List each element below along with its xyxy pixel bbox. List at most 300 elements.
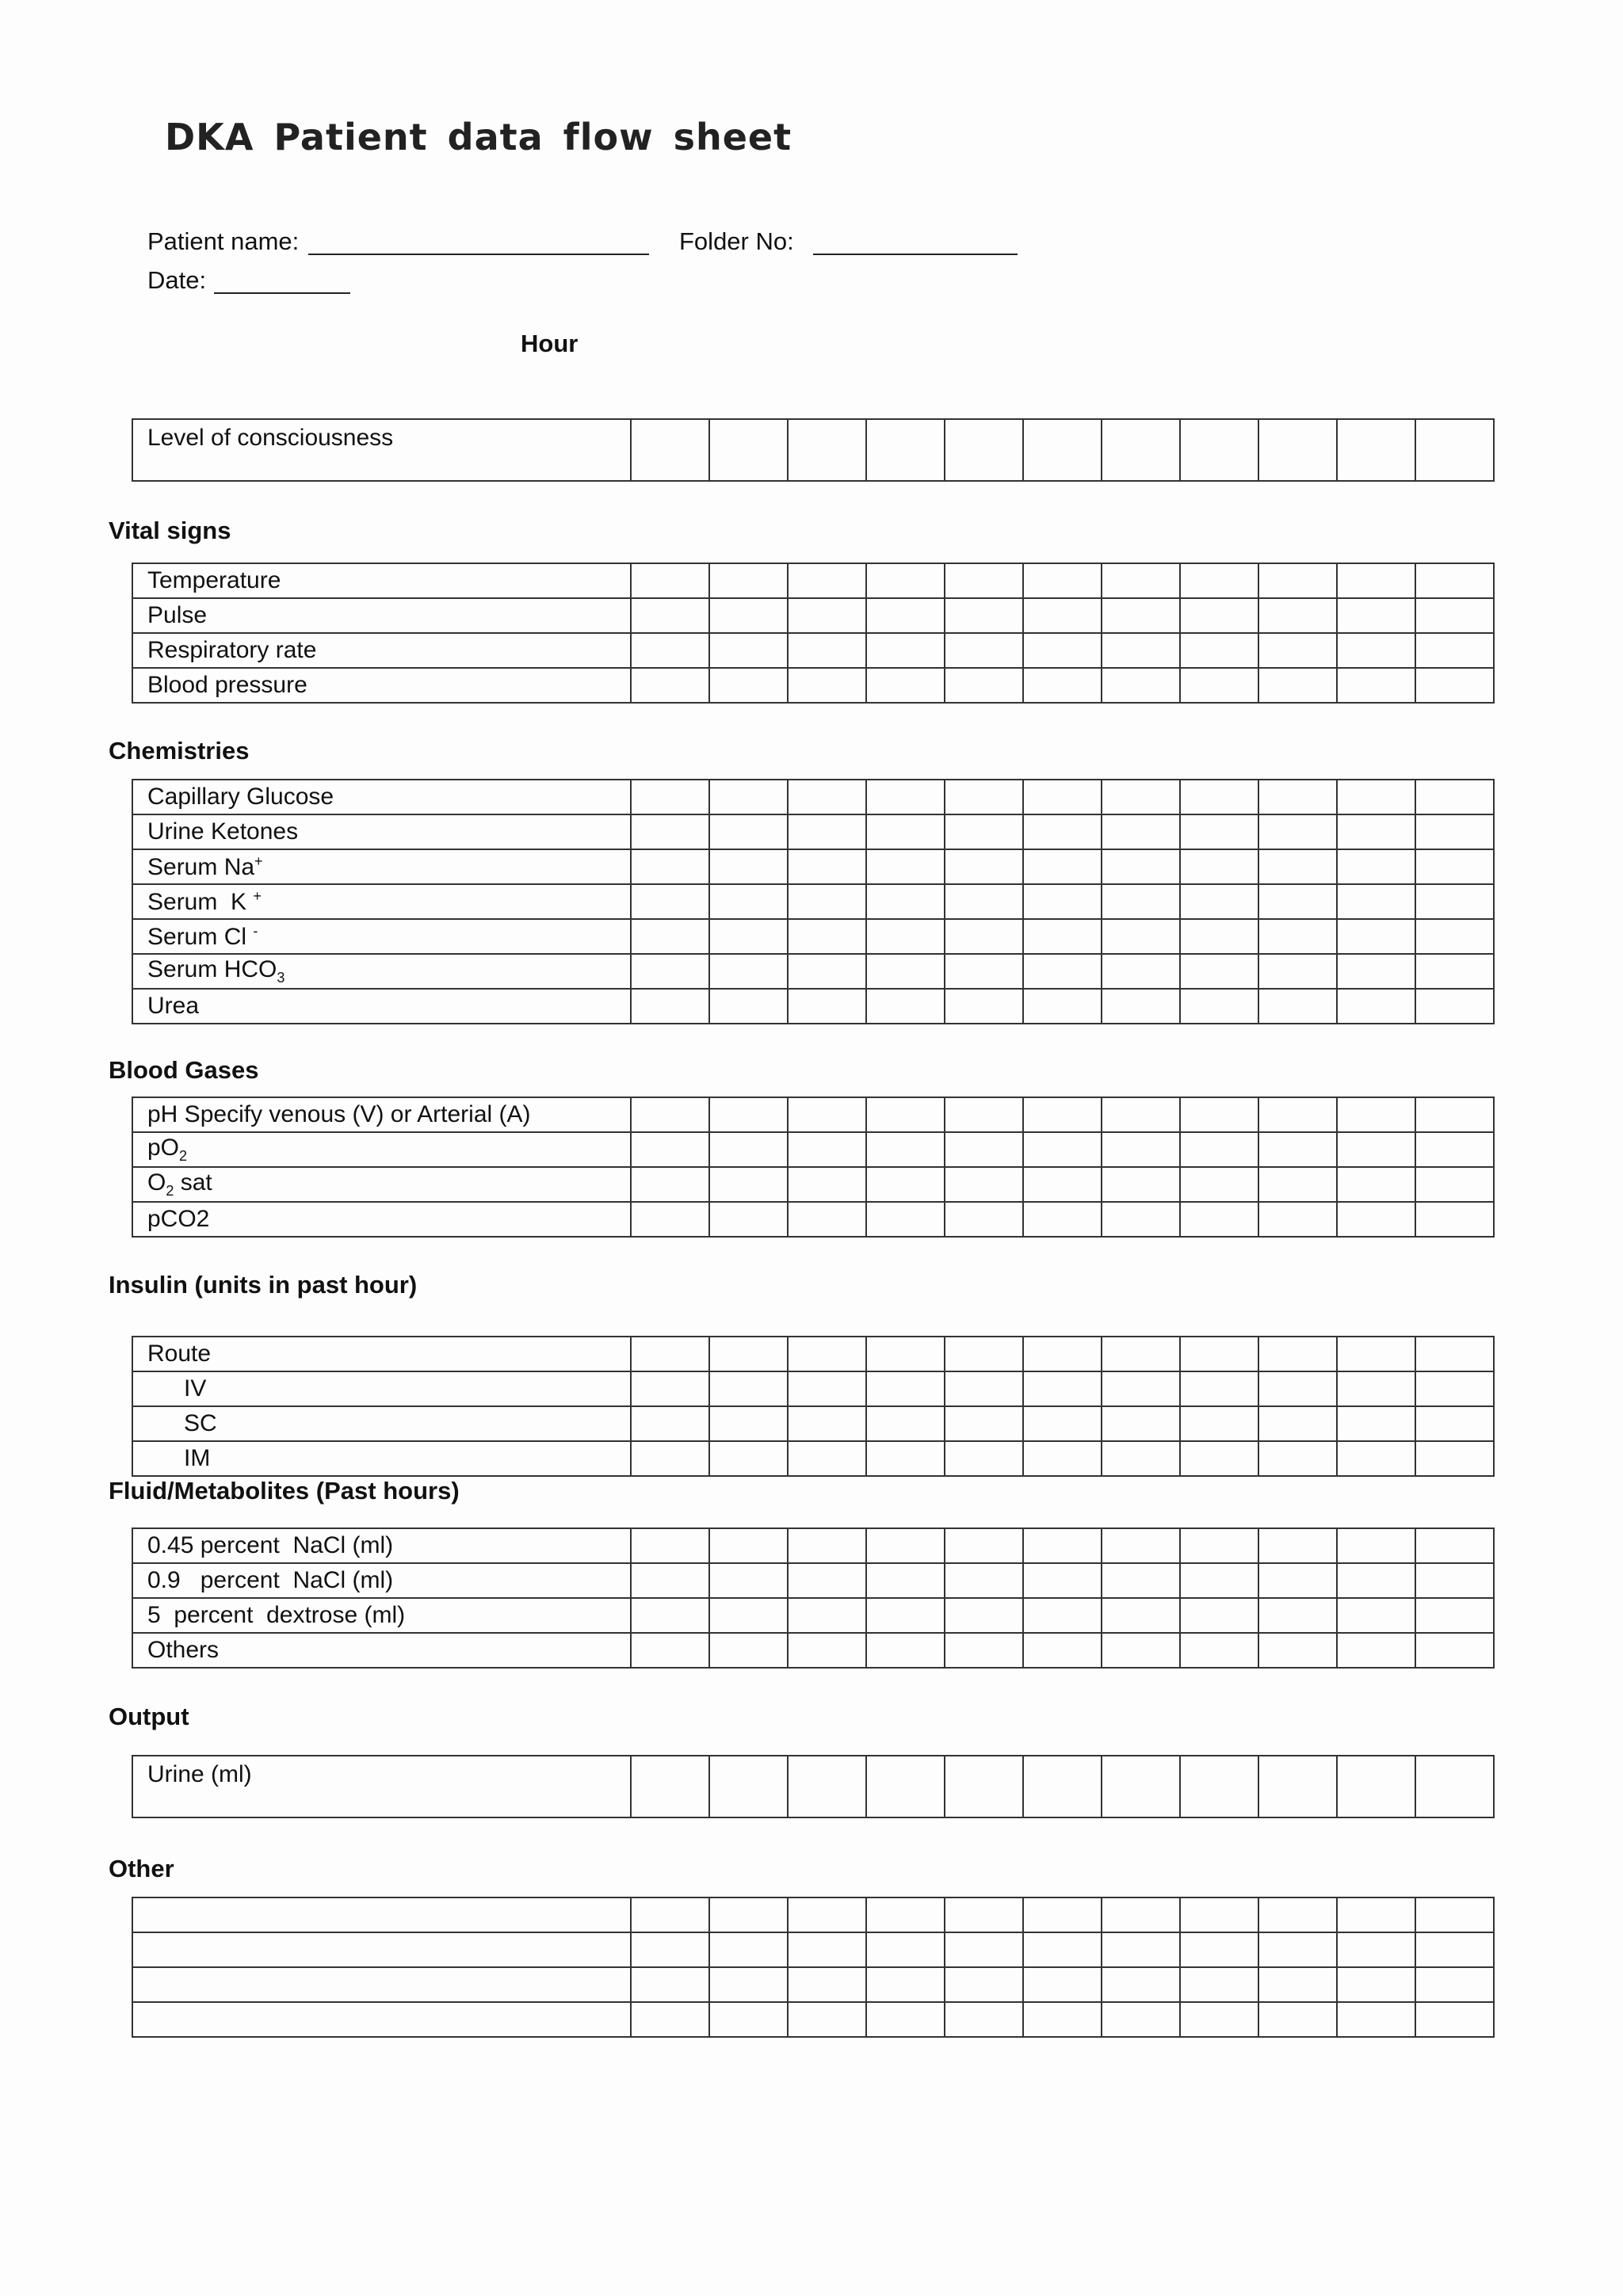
hour-cell[interactable]	[631, 1897, 709, 1932]
hour-cell[interactable]	[788, 1337, 866, 1371]
hour-cell[interactable]	[1337, 1563, 1415, 1598]
row-label-blank[interactable]	[132, 1897, 631, 1932]
hour-cell[interactable]	[1258, 814, 1337, 849]
hour-cell[interactable]	[945, 989, 1023, 1024]
hour-cell[interactable]	[788, 814, 866, 849]
hour-cell[interactable]	[1337, 1441, 1415, 1476]
hour-cell[interactable]	[945, 1371, 1023, 1406]
hour-cell[interactable]	[1337, 563, 1415, 598]
hour-cell[interactable]	[788, 598, 866, 633]
hour-cell[interactable]	[1102, 780, 1180, 814]
hour-cell[interactable]	[1337, 1337, 1415, 1371]
hour-cell[interactable]	[788, 1441, 866, 1476]
hour-cell[interactable]	[1258, 563, 1337, 598]
hour-cell[interactable]	[709, 419, 788, 481]
hour-cell[interactable]	[1415, 884, 1494, 919]
hour-cell[interactable]	[1180, 1756, 1258, 1817]
hour-cell[interactable]	[1023, 598, 1102, 633]
hour-cell[interactable]	[788, 989, 866, 1024]
hour-cell[interactable]	[945, 1932, 1023, 1967]
hour-cell[interactable]	[1415, 954, 1494, 989]
hour-cell[interactable]	[1337, 1406, 1415, 1441]
hour-cell[interactable]	[866, 1132, 945, 1167]
hour-cell[interactable]	[709, 598, 788, 633]
hour-cell[interactable]	[788, 1932, 866, 1967]
hour-cell[interactable]	[1337, 1528, 1415, 1563]
hour-cell[interactable]	[1337, 1633, 1415, 1668]
hour-cell[interactable]	[945, 668, 1023, 703]
hour-cell[interactable]	[788, 1371, 866, 1406]
hour-cell[interactable]	[1258, 1528, 1337, 1563]
hour-cell[interactable]	[1023, 989, 1102, 1024]
hour-cell[interactable]	[945, 419, 1023, 481]
hour-cell[interactable]	[788, 1598, 866, 1633]
hour-cell[interactable]	[631, 1756, 709, 1817]
hour-cell[interactable]	[1337, 1967, 1415, 2002]
hour-cell[interactable]	[1337, 814, 1415, 849]
hour-cell[interactable]	[709, 1756, 788, 1817]
hour-cell[interactable]	[631, 954, 709, 989]
hour-cell[interactable]	[788, 849, 866, 884]
hour-cell[interactable]	[1258, 1967, 1337, 2002]
hour-cell[interactable]	[945, 1967, 1023, 2002]
hour-cell[interactable]	[1180, 954, 1258, 989]
hour-cell[interactable]	[945, 633, 1023, 668]
hour-cell[interactable]	[1415, 668, 1494, 703]
hour-cell[interactable]	[1023, 780, 1102, 814]
hour-cell[interactable]	[1258, 1097, 1337, 1132]
hour-cell[interactable]	[1415, 1756, 1494, 1817]
hour-cell[interactable]	[631, 1528, 709, 1563]
hour-cell[interactable]	[709, 2002, 788, 2037]
hour-cell[interactable]	[1258, 1406, 1337, 1441]
hour-cell[interactable]	[709, 1633, 788, 1668]
hour-cell[interactable]	[788, 1633, 866, 1668]
hour-cell[interactable]	[1415, 1441, 1494, 1476]
hour-cell[interactable]	[945, 814, 1023, 849]
hour-cell[interactable]	[1102, 1528, 1180, 1563]
hour-cell[interactable]	[1258, 1932, 1337, 1967]
hour-cell[interactable]	[1180, 1897, 1258, 1932]
hour-cell[interactable]	[1180, 1563, 1258, 1598]
hour-cell[interactable]	[1337, 780, 1415, 814]
hour-cell[interactable]	[1023, 419, 1102, 481]
hour-cell[interactable]	[866, 1097, 945, 1132]
hour-cell[interactable]	[709, 954, 788, 989]
hour-cell[interactable]	[866, 814, 945, 849]
hour-cell[interactable]	[866, 1371, 945, 1406]
hour-cell[interactable]	[631, 633, 709, 668]
hour-cell[interactable]	[1023, 1633, 1102, 1668]
hour-cell[interactable]	[788, 1097, 866, 1132]
hour-cell[interactable]	[1023, 2002, 1102, 2037]
hour-cell[interactable]	[1180, 1097, 1258, 1132]
hour-cell[interactable]	[1180, 814, 1258, 849]
hour-cell[interactable]	[866, 633, 945, 668]
hour-cell[interactable]	[709, 849, 788, 884]
hour-cell[interactable]	[1102, 1441, 1180, 1476]
hour-cell[interactable]	[1415, 1528, 1494, 1563]
hour-cell[interactable]	[1415, 1897, 1494, 1932]
hour-cell[interactable]	[1023, 1967, 1102, 2002]
hour-cell[interactable]	[631, 1633, 709, 1668]
hour-cell[interactable]	[631, 1132, 709, 1167]
hour-cell[interactable]	[1415, 419, 1494, 481]
hour-cell[interactable]	[1102, 954, 1180, 989]
hour-cell[interactable]	[1180, 633, 1258, 668]
hour-cell[interactable]	[631, 1337, 709, 1371]
hour-cell[interactable]	[866, 598, 945, 633]
hour-cell[interactable]	[1258, 419, 1337, 481]
hour-cell[interactable]	[1415, 1202, 1494, 1237]
hour-cell[interactable]	[1023, 563, 1102, 598]
row-label-blank[interactable]	[132, 1932, 631, 1967]
hour-cell[interactable]	[1102, 1406, 1180, 1441]
hour-cell[interactable]	[1258, 1337, 1337, 1371]
hour-cell[interactable]	[945, 2002, 1023, 2037]
hour-cell[interactable]	[1023, 884, 1102, 919]
hour-cell[interactable]	[945, 849, 1023, 884]
hour-cell[interactable]	[631, 1406, 709, 1441]
hour-cell[interactable]	[1023, 1441, 1102, 1476]
hour-cell[interactable]	[1415, 1371, 1494, 1406]
hour-cell[interactable]	[1023, 1371, 1102, 1406]
hour-cell[interactable]	[631, 419, 709, 481]
hour-cell[interactable]	[945, 1202, 1023, 1237]
hour-cell[interactable]	[631, 989, 709, 1024]
hour-cell[interactable]	[631, 780, 709, 814]
hour-cell[interactable]	[1415, 563, 1494, 598]
hour-cell[interactable]	[945, 954, 1023, 989]
hour-cell[interactable]	[631, 814, 709, 849]
hour-cell[interactable]	[945, 919, 1023, 954]
hour-cell[interactable]	[709, 1897, 788, 1932]
hour-cell[interactable]	[1258, 1897, 1337, 1932]
hour-cell[interactable]	[788, 1167, 866, 1202]
hour-cell[interactable]	[1258, 598, 1337, 633]
hour-cell[interactable]	[1258, 884, 1337, 919]
hour-cell[interactable]	[788, 884, 866, 919]
hour-cell[interactable]	[1258, 1563, 1337, 1598]
hour-cell[interactable]	[945, 1563, 1023, 1598]
hour-cell[interactable]	[1337, 1097, 1415, 1132]
hour-cell[interactable]	[1102, 1167, 1180, 1202]
hour-cell[interactable]	[1337, 1598, 1415, 1633]
hour-cell[interactable]	[709, 1132, 788, 1167]
hour-cell[interactable]	[1337, 419, 1415, 481]
hour-cell[interactable]	[631, 919, 709, 954]
hour-cell[interactable]	[709, 668, 788, 703]
hour-cell[interactable]	[631, 2002, 709, 2037]
hour-cell[interactable]	[866, 919, 945, 954]
hour-cell[interactable]	[1415, 1633, 1494, 1668]
hour-cell[interactable]	[945, 1132, 1023, 1167]
hour-cell[interactable]	[631, 598, 709, 633]
hour-cell[interactable]	[945, 563, 1023, 598]
hour-cell[interactable]	[709, 919, 788, 954]
hour-cell[interactable]	[709, 1967, 788, 2002]
hour-cell[interactable]	[1102, 668, 1180, 703]
hour-cell[interactable]	[631, 1932, 709, 1967]
hour-cell[interactable]	[866, 989, 945, 1024]
hour-cell[interactable]	[866, 1756, 945, 1817]
hour-cell[interactable]	[1180, 598, 1258, 633]
hour-cell[interactable]	[788, 1756, 866, 1817]
hour-cell[interactable]	[866, 668, 945, 703]
hour-cell[interactable]	[1180, 1337, 1258, 1371]
hour-cell[interactable]	[709, 814, 788, 849]
hour-cell[interactable]	[709, 1406, 788, 1441]
hour-cell[interactable]	[709, 1563, 788, 1598]
hour-cell[interactable]	[1102, 989, 1180, 1024]
hour-cell[interactable]	[1180, 1441, 1258, 1476]
hour-cell[interactable]	[1337, 1202, 1415, 1237]
hour-cell[interactable]	[1102, 1897, 1180, 1932]
hour-cell[interactable]	[1023, 954, 1102, 989]
hour-cell[interactable]	[1180, 849, 1258, 884]
hour-cell[interactable]	[631, 1598, 709, 1633]
hour-cell[interactable]	[1258, 849, 1337, 884]
hour-cell[interactable]	[1023, 1097, 1102, 1132]
hour-cell[interactable]	[945, 1633, 1023, 1668]
hour-cell[interactable]	[866, 849, 945, 884]
hour-cell[interactable]	[1102, 1967, 1180, 2002]
hour-cell[interactable]	[1258, 2002, 1337, 2037]
hour-cell[interactable]	[788, 1528, 866, 1563]
hour-cell[interactable]	[1258, 1441, 1337, 1476]
hour-cell[interactable]	[1258, 919, 1337, 954]
patient-name-field[interactable]	[308, 254, 649, 255]
hour-cell[interactable]	[1415, 2002, 1494, 2037]
hour-cell[interactable]	[1258, 1132, 1337, 1167]
hour-cell[interactable]	[1023, 1406, 1102, 1441]
hour-cell[interactable]	[1415, 849, 1494, 884]
hour-cell[interactable]	[631, 1167, 709, 1202]
hour-cell[interactable]	[631, 1097, 709, 1132]
hour-cell[interactable]	[1415, 814, 1494, 849]
hour-cell[interactable]	[1180, 1528, 1258, 1563]
hour-cell[interactable]	[1258, 1202, 1337, 1237]
hour-cell[interactable]	[945, 1528, 1023, 1563]
hour-cell[interactable]	[1337, 919, 1415, 954]
hour-cell[interactable]	[1337, 1371, 1415, 1406]
hour-cell[interactable]	[709, 1097, 788, 1132]
hour-cell[interactable]	[788, 1406, 866, 1441]
hour-cell[interactable]	[866, 563, 945, 598]
hour-cell[interactable]	[866, 2002, 945, 2037]
hour-cell[interactable]	[709, 1202, 788, 1237]
hour-cell[interactable]	[1337, 1897, 1415, 1932]
hour-cell[interactable]	[788, 1132, 866, 1167]
hour-cell[interactable]	[1102, 884, 1180, 919]
hour-cell[interactable]	[1102, 1633, 1180, 1668]
hour-cell[interactable]	[1337, 1167, 1415, 1202]
hour-cell[interactable]	[1180, 2002, 1258, 2037]
hour-cell[interactable]	[866, 954, 945, 989]
hour-cell[interactable]	[945, 1167, 1023, 1202]
hour-cell[interactable]	[1102, 1337, 1180, 1371]
hour-cell[interactable]	[1337, 1132, 1415, 1167]
row-label-blank[interactable]	[132, 1967, 631, 2002]
hour-cell[interactable]	[1023, 1337, 1102, 1371]
hour-cell[interactable]	[709, 1598, 788, 1633]
hour-cell[interactable]	[788, 563, 866, 598]
hour-cell[interactable]	[631, 1202, 709, 1237]
hour-cell[interactable]	[945, 1897, 1023, 1932]
hour-cell[interactable]	[1337, 954, 1415, 989]
hour-cell[interactable]	[1258, 1598, 1337, 1633]
hour-cell[interactable]	[1023, 849, 1102, 884]
hour-cell[interactable]	[1023, 919, 1102, 954]
hour-cell[interactable]	[709, 633, 788, 668]
hour-cell[interactable]	[1023, 1756, 1102, 1817]
hour-cell[interactable]	[788, 1967, 866, 2002]
hour-cell[interactable]	[709, 1441, 788, 1476]
hour-cell[interactable]	[1337, 668, 1415, 703]
hour-cell[interactable]	[1180, 1167, 1258, 1202]
hour-cell[interactable]	[631, 1371, 709, 1406]
hour-cell[interactable]	[1023, 1132, 1102, 1167]
hour-cell[interactable]	[1415, 1406, 1494, 1441]
hour-cell[interactable]	[1023, 1528, 1102, 1563]
hour-cell[interactable]	[1337, 2002, 1415, 2037]
hour-cell[interactable]	[1415, 1967, 1494, 2002]
hour-cell[interactable]	[1180, 1202, 1258, 1237]
hour-cell[interactable]	[1337, 633, 1415, 668]
hour-cell[interactable]	[788, 919, 866, 954]
date-field[interactable]	[214, 292, 350, 294]
hour-cell[interactable]	[1102, 563, 1180, 598]
hour-cell[interactable]	[1415, 919, 1494, 954]
hour-cell[interactable]	[1023, 1202, 1102, 1237]
hour-cell[interactable]	[866, 1202, 945, 1237]
hour-cell[interactable]	[1415, 1932, 1494, 1967]
hour-cell[interactable]	[1258, 1371, 1337, 1406]
hour-cell[interactable]	[945, 780, 1023, 814]
hour-cell[interactable]	[709, 563, 788, 598]
hour-cell[interactable]	[1415, 1337, 1494, 1371]
hour-cell[interactable]	[1180, 1932, 1258, 1967]
hour-cell[interactable]	[709, 1528, 788, 1563]
hour-cell[interactable]	[1180, 989, 1258, 1024]
hour-cell[interactable]	[788, 2002, 866, 2037]
hour-cell[interactable]	[1102, 1598, 1180, 1633]
hour-cell[interactable]	[1102, 1756, 1180, 1817]
hour-cell[interactable]	[788, 1897, 866, 1932]
hour-cell[interactable]	[866, 1967, 945, 2002]
hour-cell[interactable]	[1337, 989, 1415, 1024]
hour-cell[interactable]	[631, 884, 709, 919]
hour-cell[interactable]	[1180, 1371, 1258, 1406]
hour-cell[interactable]	[709, 1371, 788, 1406]
folder-no-field[interactable]	[813, 254, 1018, 255]
hour-cell[interactable]	[866, 1441, 945, 1476]
hour-cell[interactable]	[866, 1932, 945, 1967]
hour-cell[interactable]	[1415, 780, 1494, 814]
hour-cell[interactable]	[1180, 1633, 1258, 1668]
hour-cell[interactable]	[1415, 1167, 1494, 1202]
hour-cell[interactable]	[1180, 419, 1258, 481]
hour-cell[interactable]	[945, 1598, 1023, 1633]
hour-cell[interactable]	[1102, 2002, 1180, 2037]
hour-cell[interactable]	[1258, 668, 1337, 703]
hour-cell[interactable]	[1102, 1097, 1180, 1132]
hour-cell[interactable]	[1258, 780, 1337, 814]
hour-cell[interactable]	[1258, 1167, 1337, 1202]
hour-cell[interactable]	[866, 1598, 945, 1633]
hour-cell[interactable]	[866, 419, 945, 481]
hour-cell[interactable]	[1023, 1897, 1102, 1932]
hour-cell[interactable]	[1258, 1756, 1337, 1817]
hour-cell[interactable]	[1102, 1202, 1180, 1237]
hour-cell[interactable]	[709, 884, 788, 919]
hour-cell[interactable]	[1180, 1406, 1258, 1441]
hour-cell[interactable]	[945, 1097, 1023, 1132]
hour-cell[interactable]	[1258, 954, 1337, 989]
hour-cell[interactable]	[709, 1932, 788, 1967]
hour-cell[interactable]	[866, 884, 945, 919]
hour-cell[interactable]	[631, 1967, 709, 2002]
hour-cell[interactable]	[945, 1337, 1023, 1371]
hour-cell[interactable]	[1180, 780, 1258, 814]
hour-cell[interactable]	[1102, 598, 1180, 633]
hour-cell[interactable]	[1102, 1371, 1180, 1406]
hour-cell[interactable]	[866, 1167, 945, 1202]
hour-cell[interactable]	[1023, 633, 1102, 668]
hour-cell[interactable]	[1337, 1932, 1415, 1967]
hour-cell[interactable]	[788, 419, 866, 481]
hour-cell[interactable]	[1102, 1563, 1180, 1598]
hour-cell[interactable]	[709, 1167, 788, 1202]
hour-cell[interactable]	[1415, 598, 1494, 633]
hour-cell[interactable]	[1180, 1967, 1258, 2002]
hour-cell[interactable]	[1102, 633, 1180, 668]
hour-cell[interactable]	[709, 780, 788, 814]
hour-cell[interactable]	[1102, 1132, 1180, 1167]
hour-cell[interactable]	[788, 633, 866, 668]
hour-cell[interactable]	[866, 1528, 945, 1563]
hour-cell[interactable]	[1023, 814, 1102, 849]
hour-cell[interactable]	[866, 1337, 945, 1371]
hour-cell[interactable]	[1415, 989, 1494, 1024]
hour-cell[interactable]	[1180, 563, 1258, 598]
hour-cell[interactable]	[1337, 1756, 1415, 1817]
hour-cell[interactable]	[1023, 1563, 1102, 1598]
hour-cell[interactable]	[1180, 919, 1258, 954]
hour-cell[interactable]	[945, 1441, 1023, 1476]
hour-cell[interactable]	[1337, 849, 1415, 884]
hour-cell[interactable]	[1415, 1563, 1494, 1598]
hour-cell[interactable]	[1102, 849, 1180, 884]
hour-cell[interactable]	[709, 989, 788, 1024]
hour-cell[interactable]	[1102, 1932, 1180, 1967]
hour-cell[interactable]	[788, 668, 866, 703]
hour-cell[interactable]	[866, 1633, 945, 1668]
hour-cell[interactable]	[1023, 1932, 1102, 1967]
hour-cell[interactable]	[945, 1406, 1023, 1441]
hour-cell[interactable]	[866, 1406, 945, 1441]
hour-cell[interactable]	[1415, 1097, 1494, 1132]
hour-cell[interactable]	[1180, 668, 1258, 703]
hour-cell[interactable]	[1180, 1132, 1258, 1167]
hour-cell[interactable]	[1023, 1598, 1102, 1633]
hour-cell[interactable]	[1180, 884, 1258, 919]
hour-cell[interactable]	[1102, 814, 1180, 849]
hour-cell[interactable]	[1337, 884, 1415, 919]
hour-cell[interactable]	[866, 1897, 945, 1932]
hour-cell[interactable]	[1180, 1598, 1258, 1633]
hour-cell[interactable]	[1102, 919, 1180, 954]
